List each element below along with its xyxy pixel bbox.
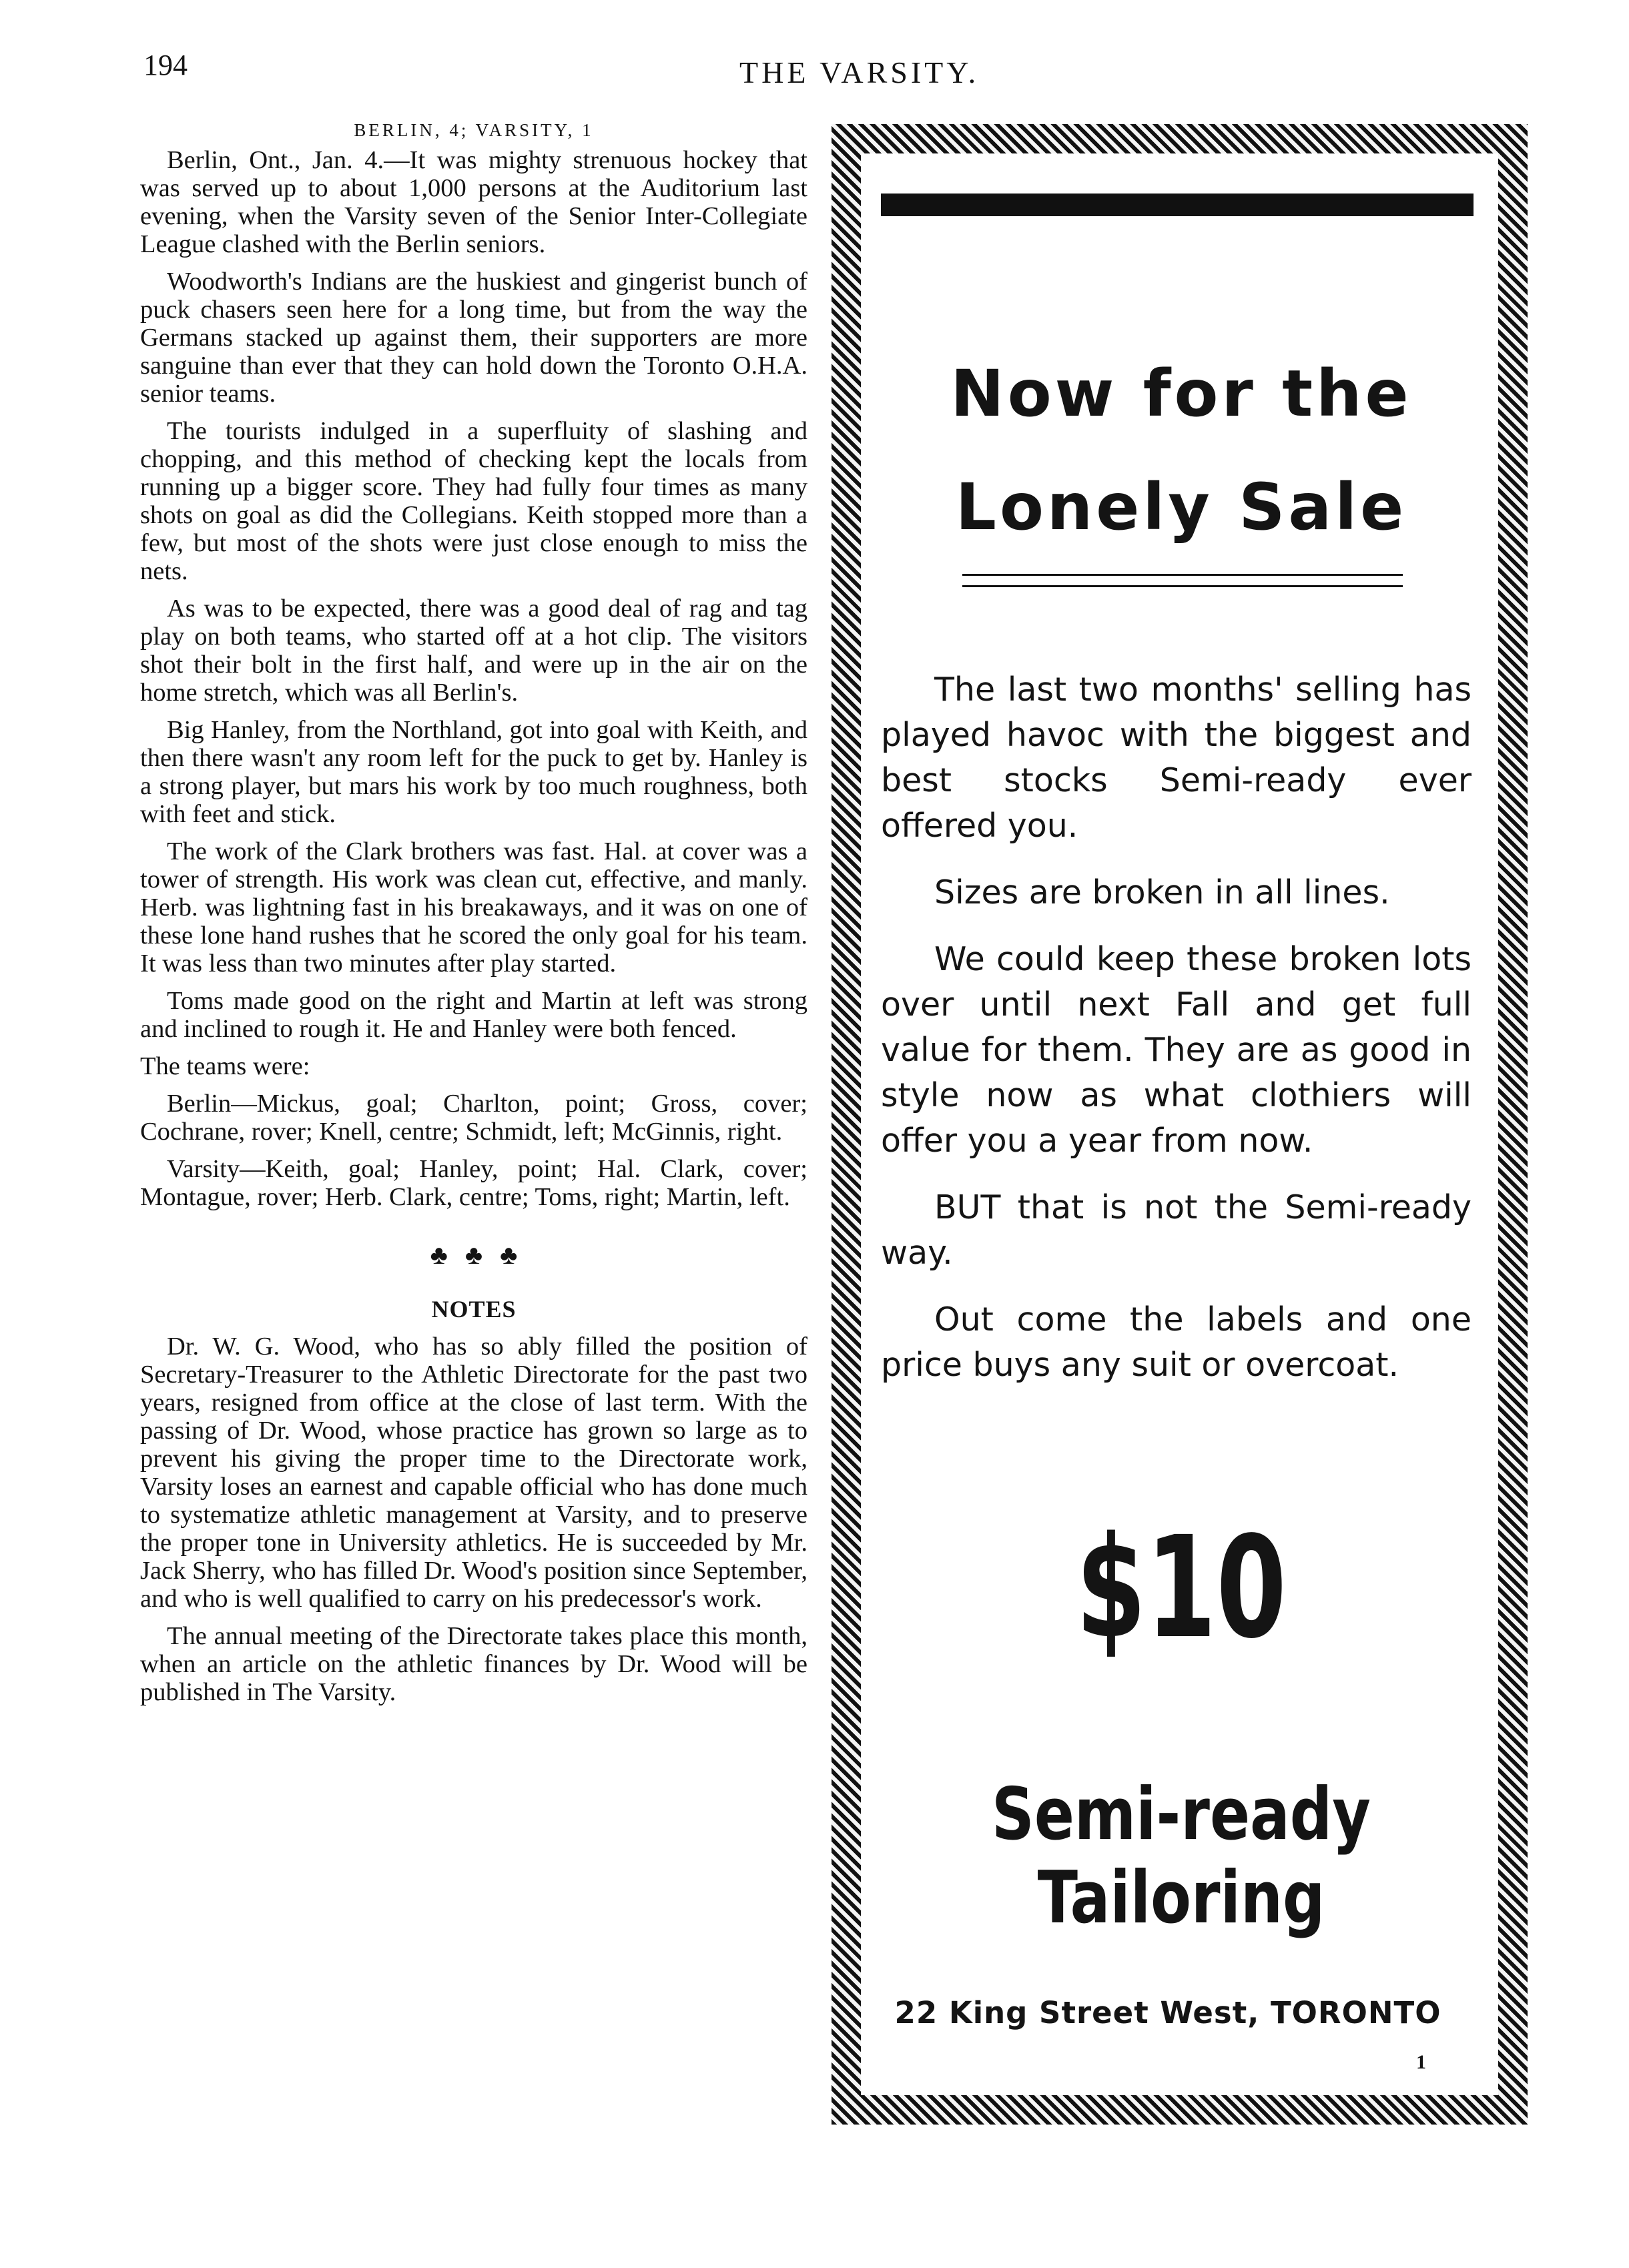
ad-printer-mark: 1 [1416,2051,1426,2073]
club-ornament-icon: ♣ [500,1240,518,1270]
ad-address: 22 King Street West, TORONTO [894,1995,1441,2030]
article-paragraph: The work of the Clark brothers was fast. Hal. at cover was a tower of strength. His work was clean cut, effective, and manly. Herb. was lightning fast in his breakaways, and it was on one of these lone hand rushes that he scored the only goal for his team. It was less than two minutes after play started. [140,837,807,978]
section-ornament [140,1242,807,1268]
advertisement-top-bar [881,194,1474,216]
club-ornament-icon: ♣ [430,1240,448,1270]
article-paragraph: Toms made good on the right and Martin at left was strong and inclined to rough it. He and Hanley were both fenced. [140,987,807,1043]
ad-paragraph: We could keep these broken lots over until next Fall and get full value for them. They are as good in style now as what clothiers will offer you a year from now. [881,940,1472,1160]
page-number: 194 [143,49,188,81]
ad-paragraph: Out come the labels and one price buys any suit or overcoat. [881,1300,1472,1384]
teams-intro: The teams were: [140,1052,310,1080]
article-headline: BERLIN, 4; VARSITY, 1 [354,120,594,140]
ad-brand-line-1: Semi-ready [992,1773,1371,1856]
ad-paragraph: Sizes are broken in all lines. [934,873,1390,911]
ad-brand-line-2: Tailoring [1037,1856,1325,1940]
article-paragraph: Berlin, Ont., Jan. 4.—It was mighty strenuous hockey that was served up to about 1,000 persons at the Auditorium last evening, when the Varsity seven of the Senior Inter-Collegiate League clashed with the Berlin seniors. [140,146,807,258]
ad-headline-line-1: Now for the [950,356,1412,431]
ad-body [881,667,1472,1409]
club-ornament-icon: ♣ [464,1240,483,1270]
article-paragraph: The tourists indulged in a superfluity of slashing and chopping, and this method of checking kept the locals from running up a bigger score. They had fully four times as many shots on goal as did the Collegians. Keith stopped more than a few, but most of the shots were just close enough to miss the nets. [140,417,807,585]
ad-double-rule [962,574,1403,587]
ad-paragraph: BUT that is not the Semi-ready way. [881,1188,1472,1272]
ad-paragraph: The last two months' selling has played havoc with the biggest and best stocks Semi-ready ever offered you. [881,671,1472,845]
team-lineup-varsity: Varsity—Keith, goal; Hanley, point; Hal. Clark, cover; Montague, rover; Herb. Clark, centre; Toms, right; Martin, left. [140,1155,807,1211]
article-paragraph: As was to be expected, there was a good deal of rag and tag play on both teams, who started off at a hot clip. The visitors shot their bolt in the first half, and were up in the air on the home stretch, which was all Berlin's. [140,595,807,707]
team-lineup-berlin: Berlin—Mickus, goal; Charlton, point; Gross, cover; Cochrane, rover; Knell, centre; Schmidt, left; McGinnis, right. [140,1090,807,1146]
ad-headline-line-2: Lonely Sale [955,470,1407,544]
left-column [140,120,807,1716]
ad-price: $10 [1076,1506,1287,1669]
article-paragraph: Woodworth's Indians are the huskiest and gingerist bunch of puck chasers seen here for a long time, but from the way the Germans stacked up against them, their supporters are more sanguine than ever that they can hold down the Toronto O.H.A. senior teams. [140,268,807,408]
running-title: THE VARSITY. [739,55,980,89]
notes-paragraph: Dr. W. G. Wood, who has so ably filled the position of Secretary-Treasurer to the Athletic Directorate for the past two years, resigned from office at the close of last term. With the passing of Dr. Wood, whose practice has grown so large as to prevent his giving the proper time to the Directorate work, Varsity loses an earnest and capable official who has done much to systematize athletic management at Varsity, and to preserve the proper tone in University athletics. He is succeeded by Mr. Jack Sherry, who has filled Dr. Wood's position since September, and who is well qualified to carry on his predecessor's work. [140,1333,807,1613]
notes-paragraph: The annual meeting of the Directorate takes place this month, when an article on the athletic finances by Dr. Wood will be published in The Varsity. [140,1622,807,1706]
notes-heading: NOTES [431,1296,517,1322]
article-paragraph: Big Hanley, from the Northland, got into goal with Keith, and then there wasn't any room left for the puck to get by. Hanley is a strong player, but mars his work by too much roughness, both with feet and stick. [140,716,807,828]
